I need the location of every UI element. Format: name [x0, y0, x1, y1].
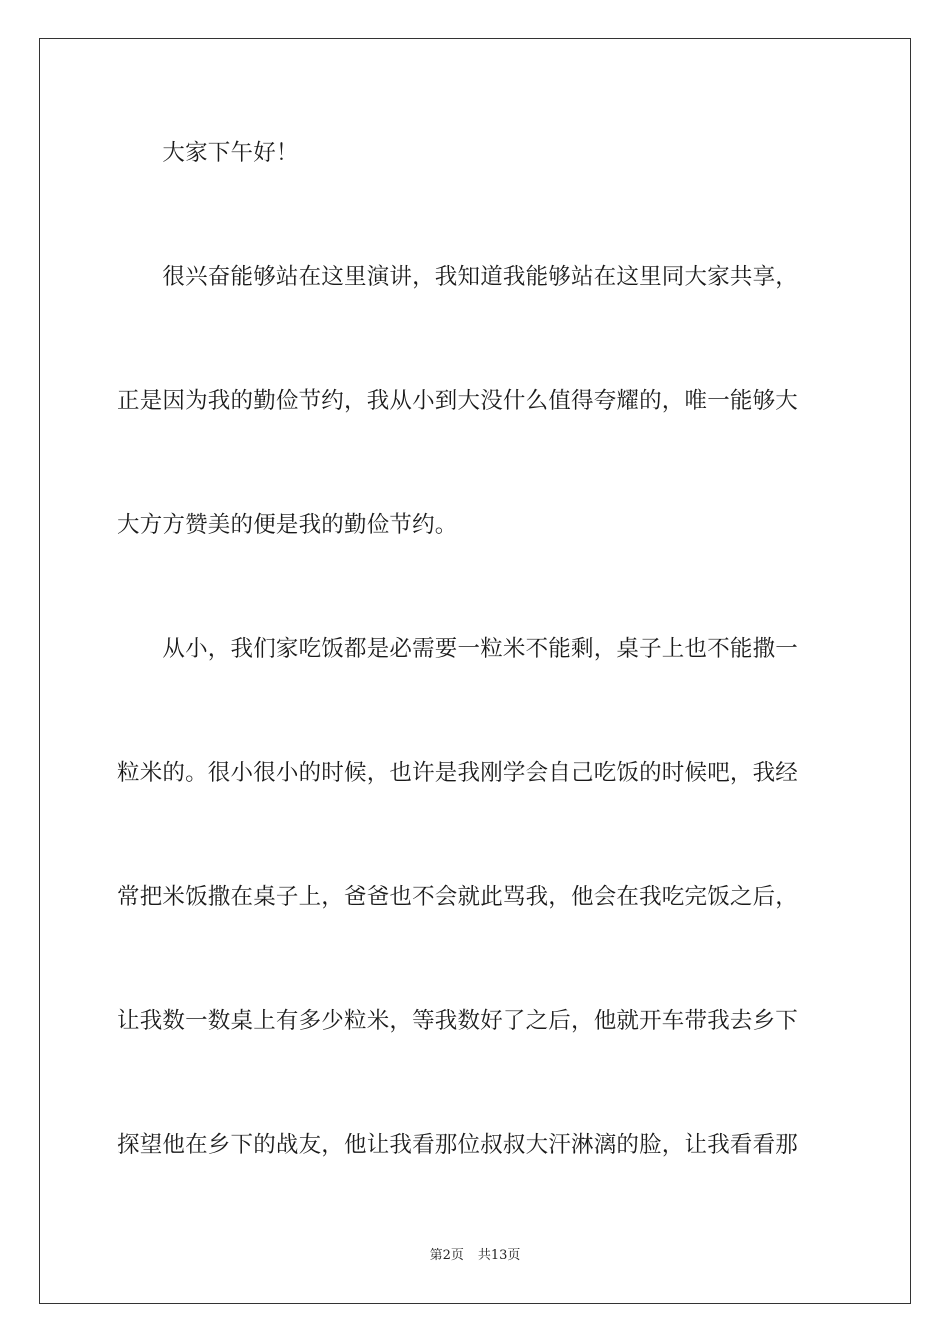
page-total: 共13页: [477, 1248, 521, 1263]
text-line: 探望他在乡下的战友，他让我看那位叔叔大汗淋漓的脸，让我看看那: [117, 1132, 799, 1158]
text-line: 粒米的。很小很小的时候，也许是我刚学会自己吃饭的时候吧，我经: [117, 760, 799, 786]
text-line: 常把米饭撒在桌子上，爸爸也不会就此骂我，他会在我吃完饭之后，: [117, 884, 799, 910]
text-line: 大家下午好！: [117, 140, 299, 166]
page-number: 第2页: [429, 1248, 464, 1263]
text-line: 很兴奋能够站在这里演讲，我知道我能够站在这里同大家共享，: [117, 264, 799, 290]
page-border: [39, 38, 911, 1304]
text-line: 从小，我们家吃饭都是必需要一粒米不能剩，桌子上也不能撒一: [117, 636, 799, 662]
page-footer: [0, 1247, 950, 1265]
text-line: 让我数一数桌上有多少粒米，等我数好了之后，他就开车带我去乡下: [117, 1008, 799, 1034]
text-line: 正是因为我的勤俭节约，我从小到大没什么值得夸耀的，唯一能够大: [117, 388, 799, 414]
text-line: 大方方赞美的便是我的勤俭节约。: [117, 512, 458, 538]
